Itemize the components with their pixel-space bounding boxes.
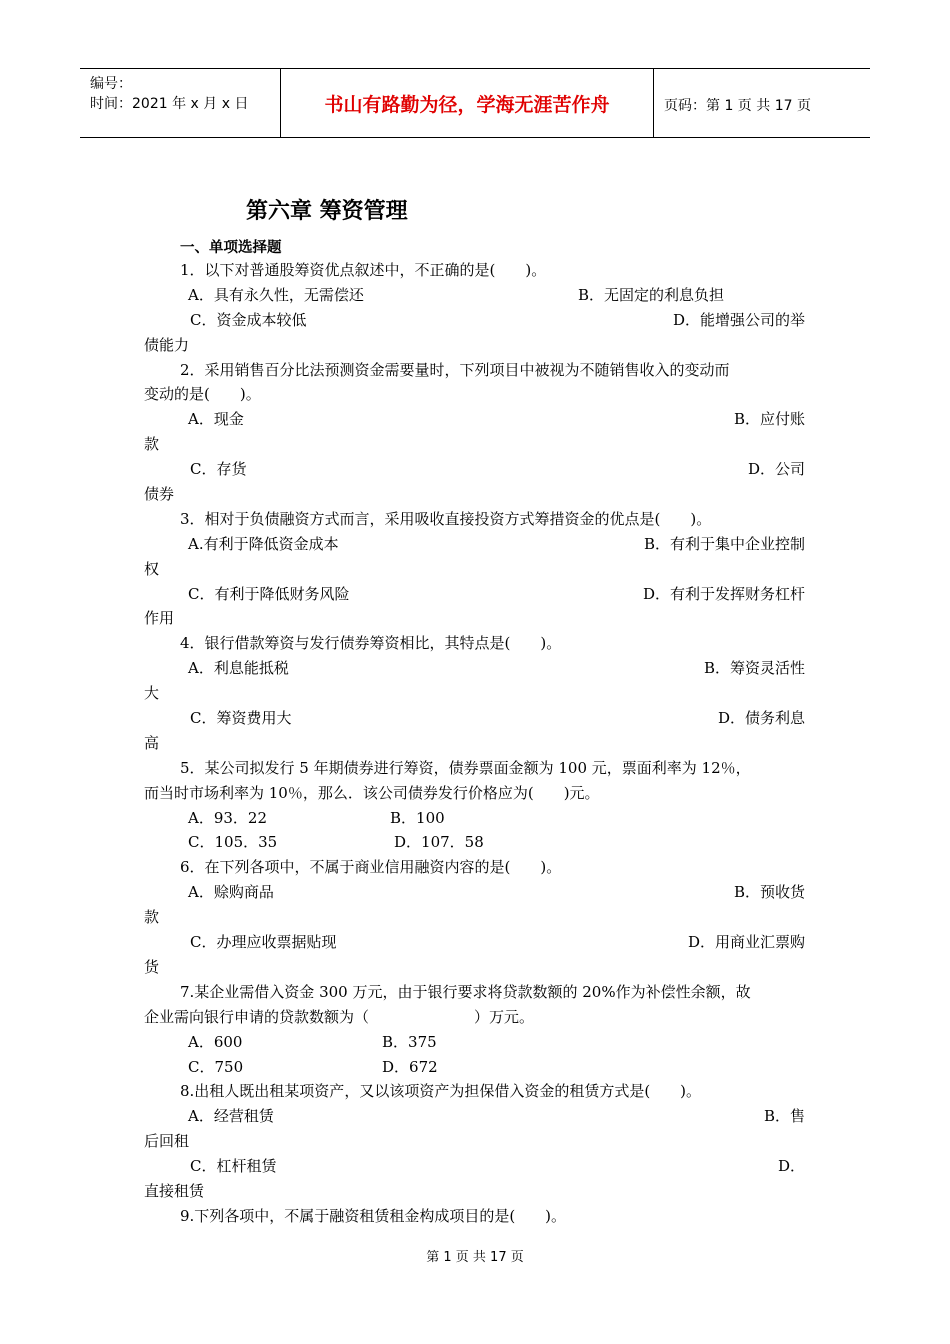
line-text: 7.某企业需借入资金 300 万元，由于银行要求将贷款数额的 20%作为补偿性余额，故: [180, 982, 751, 1001]
text-line: [0, 258, 950, 283]
line-text: A.有利于降低资金成本: [188, 534, 339, 553]
option-text: B．375: [382, 1032, 437, 1051]
line-text: A．600: [188, 1032, 243, 1051]
section-title: 一、单项选择题: [180, 239, 282, 256]
text-line: [0, 706, 950, 731]
option-text: D．能增强公司的举: [672, 310, 805, 329]
option-text: B．有利于集中企业控制: [643, 534, 805, 553]
text-line: [0, 582, 950, 607]
line-text: C．资金成本较低: [190, 310, 307, 329]
line-text: A．赊购商品: [188, 883, 274, 902]
line-text: C．杠杆租赁: [190, 1157, 277, 1176]
text-line: [0, 830, 950, 855]
line-text: A．利息能抵税: [188, 659, 289, 678]
line-text: 大: [144, 684, 160, 703]
option-text: B．售: [763, 1107, 805, 1126]
text-line: [0, 407, 950, 432]
text-line: [0, 631, 950, 656]
line-text: 高: [144, 733, 160, 752]
text-line: [0, 955, 950, 980]
line-text: 9.下列各项中，不属于融资租赁租金构成项目的是( )。: [180, 1206, 567, 1225]
chapter-title: 第六章 筹资管理: [246, 198, 408, 224]
line-text: 款: [144, 435, 160, 454]
text-line: [0, 880, 950, 905]
text-line: [0, 656, 950, 681]
text-line: [0, 358, 950, 383]
line-text: 1．以下对普通股筹资优点叙述中，不正确的是( )。: [180, 261, 547, 279]
text-line: [0, 1179, 950, 1204]
option-text: B．预收货: [733, 883, 805, 902]
text-line: [0, 382, 950, 407]
line-text: C．105．35: [188, 833, 278, 852]
text-line: [0, 1104, 950, 1129]
text-line: [0, 1079, 950, 1104]
option-text: D．债务利息: [717, 709, 805, 728]
text-line: [0, 482, 950, 507]
option-text: D．公司: [747, 460, 805, 479]
line-text: 5．某公司拟发行 5 年期债券进行筹资，债券票面金额为 100 元，票面利率为 12％，: [180, 758, 751, 777]
text-line: [0, 1005, 950, 1030]
page-footer: 第 1 页 共 17 页: [426, 1250, 524, 1265]
text-line: [0, 507, 950, 532]
serial-label: 编号：: [90, 76, 132, 92]
text-line: [0, 930, 950, 955]
line-text: 债能力: [144, 335, 190, 354]
option-text: B．无固定的利息负担: [578, 285, 725, 304]
line-text: 2．采用销售百分比法预测资金需要量时，下列项目中被视为不随销售收入的变动而: [180, 360, 730, 379]
page-info: 页码：第 1 页 共 17 页: [664, 98, 811, 114]
line-text: A．经营租赁: [188, 1107, 274, 1126]
option-text: D．有利于发挥财务杠杆: [642, 584, 805, 603]
line-text: 而当时市场利率为 10％，那么．该公司债券发行价格应为( )元。: [144, 783, 600, 802]
text-line: [0, 1204, 950, 1229]
text-line: [0, 557, 950, 582]
option-text: D．用商业汇票购: [687, 933, 805, 952]
text-line: [0, 806, 950, 831]
text-line: [0, 756, 950, 781]
line-text: 债券: [144, 485, 175, 504]
option-text: B．应付账: [733, 410, 805, 429]
line-text: C．筹资费用大: [190, 709, 292, 728]
text-line: [0, 1129, 950, 1154]
text-line: [0, 905, 950, 930]
text-line: [0, 980, 950, 1005]
text-line: [0, 731, 950, 756]
text-line: [0, 432, 950, 457]
line-text: 后回租: [144, 1132, 190, 1151]
header-meta: [80, 69, 281, 137]
option-text: B．筹资灵活性: [703, 659, 805, 678]
line-text: 直接租赁: [144, 1181, 205, 1200]
text-line: [0, 1055, 950, 1080]
line-text: A．现金: [188, 410, 244, 429]
line-text: A．93．22: [188, 808, 268, 827]
line-text: 8.出租人既出租某项资产，又以该项资产为担保借入资金的租赁方式是( )。: [180, 1082, 702, 1101]
text-line: [0, 532, 950, 557]
line-text: 3．相对于负债融资方式而言，采用吸收直接投资方式筹措资金的优点是( )。: [180, 509, 712, 528]
line-text: 企业需向银行申请的贷款数额为（ ）万元。: [144, 1007, 535, 1026]
text-line: [0, 457, 950, 482]
motto: 书山有路勤为径，学海无涯苦作舟: [281, 69, 654, 137]
line-text: 款: [144, 908, 160, 927]
text-line: [0, 1154, 950, 1179]
question-body: [0, 258, 950, 1229]
line-text: 作用: [144, 609, 175, 628]
text-line: [0, 606, 950, 631]
text-line: [0, 855, 950, 880]
text-line: [0, 308, 950, 333]
line-text: C．750: [188, 1057, 244, 1076]
line-text: 货: [144, 957, 160, 976]
option-text: D．: [777, 1157, 805, 1176]
line-text: C．存货: [190, 460, 247, 479]
line-text: 4．银行借款筹资与发行债券筹资相比，其特点是( )。: [180, 634, 562, 653]
text-line: [0, 1030, 950, 1055]
line-text: 权: [144, 559, 160, 578]
line-text: C．有利于降低财务风险: [188, 584, 350, 603]
text-line: [0, 333, 950, 358]
text-line: [0, 283, 950, 308]
text-line: [0, 681, 950, 706]
line-text: A．具有永久性，无需偿还: [188, 285, 364, 304]
date-label: 时间：2021 年 x 月 x 日: [90, 96, 249, 112]
line-text: 变动的是( )。: [144, 385, 261, 404]
page-header: [80, 68, 870, 138]
option-text: D．107．58: [394, 833, 484, 852]
option-text: B．100: [390, 808, 445, 827]
line-text: 6．在下列各项中，不属于商业信用融资内容的是( )。: [180, 858, 562, 877]
option-text: D．672: [382, 1057, 438, 1076]
line-text: C．办理应收票据贴现: [190, 933, 337, 952]
text-line: [0, 781, 950, 806]
